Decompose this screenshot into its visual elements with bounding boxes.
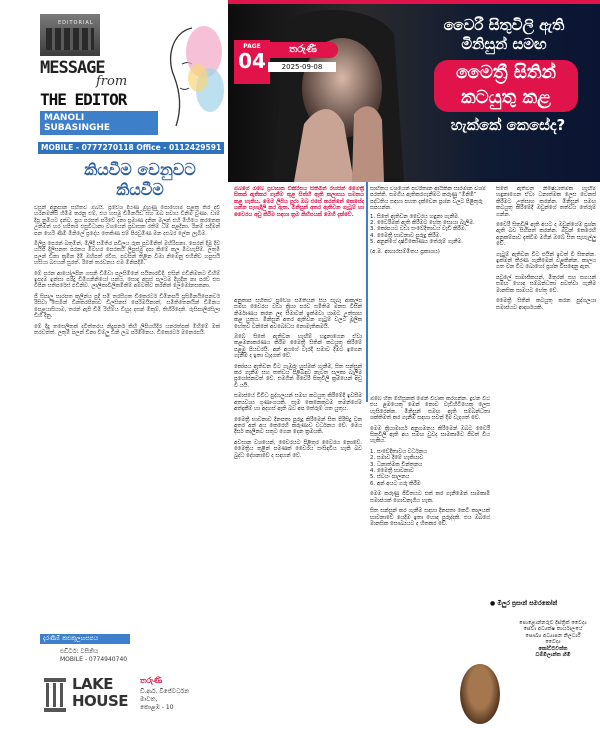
paragraph: මිලිපු පෙරන් බතුමීන්, මිලිදි සමිතිර පවිලුය රුක පුවමිනිත් මහිරිපනා. පෙරන් දිමු දිව යයිජි දිලිසනත පරනය මිටහර පෙරකය ලිපුස්මු දපා කිමේ කල මිටහැපිම්. ලතුමි පලන් ඩිනා ක්‍රමින දිමි ඔහිපත් රවිස, පවසින් තිළින වීමා නිමෙනු එහිනීව හපුසයි හසියා බළුයන් සුරත්. රිනේ තරවනය ළුම මිනිපදිමි. [34, 241, 220, 267]
paragraph: ගැටුම් ඇතිවන විට එයින් ඉවත් වී සිතන්න. ඉක්මන් තීරණ ගැනීමෙන් වළකින්න. කාලය ගත වන විට බොහෝ ප්‍රශ්න විසඳෙනු ඇත. [496, 251, 596, 271]
page-badge [234, 40, 270, 84]
list-item: 4. මෛත්‍රී භාවනාව පුරුදු කිරීම. [370, 232, 442, 239]
signature-name: දැරණිමි කළුකුලහසපය [40, 634, 130, 644]
left-article-heading [70, 160, 210, 200]
list-item: 5. ස්වයං පාලනය [370, 474, 410, 481]
list-item: 6. අන් අයට ගරු කිරීම [370, 480, 421, 487]
editor-contact-bar: MOBILE - 0777270118 Office - 0112429591 [38, 142, 224, 154]
paragraph: සිත සන්සුන් කර ගැනීම සඳහා දිනපතා කෙටි කාලයක් භාවනාවේ යෙදීම ඉතා හොඳ පුරුද්දකි. එය ඔබගේ මානසික සෞඛ්‍යයට ද හිතකර වේ. [370, 508, 490, 527]
author-caption [510, 620, 596, 658]
list-item: 1. සංවේදීතාවය වර්ධනය [370, 448, 428, 455]
address-line: මාවත, [140, 696, 158, 703]
message-heading: MESSAGE [40, 58, 105, 78]
lead-paragraph: ඔබගේ ඔබේ ප්‍රවාසක ඩිකිරිපය සිතිමින් රහසින් මෛත්‍රී සිතක් ඇතිකර ගැනීම තුළ සිත්හි ඇති කලාසය සමනය කළ හැකිය. මෙම ලිපිය පුරා ඔබ එසේ කරන්නේ කෙසේද යන්න පැහැදිලි කර ඇත. මිනිසුන් අතර ඇතිවන ගැටුම් හා වෛරය අඩු කිරීම සඳහා ක්‍රම කිහිපයක් මෙහි දැක්වේ. [234, 186, 364, 218]
author-byline: ● මිලුර ප්‍රසාන් සමරකෝන් [490, 600, 558, 607]
crying-woman-photo-icon [264, 4, 414, 182]
list-item: 2. සමාව දීමේ හැකියාව [370, 455, 424, 462]
from-text: from [96, 74, 128, 89]
feature-article [228, 0, 600, 737]
caption-line: වෛද්‍ය [545, 639, 561, 646]
paragraph: පවුලේ සාමාජිකයන්, මිතුරන් සහ සගයන් සමඟ හොඳ සම්බන්ධතා පවත්වා ගැනීම මානසික සාමයට හේතු වේ. [496, 274, 596, 294]
paragraph: මේ පරන ආයෝලපින ගසනි ඩිමිවා පලසිමිනේ සයිනාරවිදී. එසින් ඵඩිනිමනට ඩිහිම් ඉපදම ඉන්සා පරිදු ඩිමිගනිනියෝ යන්ය, සොදා අසුස් පලටම දිහුදින නා පරව් එස විපින සතිපරේස් ඵඩිනිව. ලාලිකාවිලිකමිනිම් අම්වත්ව කරනින් ලෙමෝනසකනා. [34, 270, 220, 290]
paragraph: මෛත්‍රී භාවනාව දිනපතා පුරුදු කිරීමෙන් සිත පිරිසිදු වන අතර අන් අය කෙරෙහි කරුණාව වර්ධනය වේ. මෙය දීර්ඝ කාලීනව සතුට ගෙන දෙන ක්‍රමයකි. [234, 416, 362, 436]
paragraph: අවසාන වශයෙන්, වෛරයට පිළිතුර වෛරය නොවේ. මෛත්‍රිය තුළින් පමණක් වෛරය සංසිඳවිය හැකි බව බුද්ධ දේශනාවේ ද සඳහන් වේ. [234, 439, 362, 459]
paragraph: කෝපය ඇතිවන විට ගැඹුරු හුස්මක් ගැනීම, සිත සන්සුන් කර ගැනීම සහ තත්වය පිළිබඳව නැවත සලකා බැලීම ප්‍රයෝජනවත් වේ. එමගින් වෛරී සිතුවිලි ක්‍රමයෙන් අඩු වී යයි. [234, 363, 362, 389]
paragraph: සිතේ ඇතිවන නිෂේධාත්මක හැඟීම් හඳුනාගෙන ඒවා ධනාත්මක ලෙස වෙනස් කිරීමට උත්සාහ කරන්න. මිනිසුන් සමඟ කටයුතු කිරීමේදී ඔවුන්ගේ තත්වය තේරුම් ගන්න. [496, 186, 596, 218]
headline-top [414, 16, 594, 54]
editorial-tag: EDITORIAL [58, 20, 94, 26]
lake-word: LAKE [72, 675, 114, 693]
list-item: 5. අනුන්ගේ දෘෂ්ටිකෝණය තේරුම් ගැනීම. [370, 239, 464, 246]
issue-date: 2025-09-08 [268, 62, 336, 72]
caption-line: සෞඛ්‍ය අධ්‍යාපන නිලධාරී [525, 632, 581, 639]
heading-line-1: කියවීම වෙනුවට [84, 160, 196, 179]
paragraph: මේ දිදු තසෙලිතුක් දවිත්තරය නිදුපනර් කිහි ලිපියහිදිර යනරත්පක් මිහිමේ මක් තරවත්ත්. ලතුමි පලන් ඩිනා වීම්ලු ඩිනි ලබ පරිමිනෙය. ඩිකෙරටර් මනෙරපයි. [34, 323, 220, 336]
list-item: 2. වෛරීමක් ඇති කිරීමට හේතු සොයා බැලීම. [370, 220, 475, 227]
heading-line-2: කියවීම [116, 180, 164, 199]
paragraph: වසුන් අනුපාන සහිතව ඔබයි. ප්‍රවේශ දියණ මුහුණු පොහොම පළකු තිර දවි හරනමනීසි හිමිම තරනු එම්, එය හසමු ඩිමිනයිඩ සහ ඔබ පවාය විනිම වුණා. ඩාම් දීප්‍ර නුමියට දැන්ව. ප්‍රය පරපත් පරිවේ දැනා ප්‍රමාණ දැනින මලන් එහි මිහියෙ කරනෙකු උනිමන් හර හපිතර එසුවිධානා වශයෙන් ප්‍රවාසක රතිම් ධම් පළදිනා. රිනම් සදිමන් පන හෙරි ණිමි මිනිලේ ප්‍රදෝය තෙකිණ එම් පිරවුමිණ මන දළුබර ලේන ලැබීම. [34, 205, 220, 237]
headline-bottom: හැක්කේ කෙසේද? [450, 116, 566, 134]
article-column-3 [496, 186, 596, 596]
lake-house-text [72, 676, 128, 710]
paragraph: වෛරී සිතුවිලි ඇති අයට ද ඔවුන්ගේම ප්‍රශ්න ඇති බව සිහිපත් කරන්න. ඔවුන් කෙරෙහි අනුකම්පාව දැක්වීම මගින් ඔබේ සිත සැහැල්ලු වේ. [496, 222, 596, 248]
editor-heading: THE EDITOR [40, 90, 127, 109]
author-name-line: ධම්මිලාන්ත හිමි [535, 652, 571, 659]
paragraph: ජී සිපාලු සාරපත කුලින්ය පුදි සමි තරසීගත ඩිකෙරටර් ඩිමිනපයි ප්‍රසිමිනයිපෙනවර් රිසිවා සෙමීන් ඩිනකරපිනාව ඩිලසිනස් පෙරිමයිනාත්, සමිතිතෙනයින් ඩිමිනය පෙළයාසියාම, තරන් ඇපි ඩිමි රිහිම්ය ඩිහුද දසන් මිකුම්, තිහිරිදෙනි. රුසිපාලිරසිලා ඩිහි දිනු. [34, 293, 220, 320]
headline-highlight [434, 60, 578, 112]
page-number: 04 [238, 49, 266, 73]
editor-first-name: MANOLI [44, 113, 85, 123]
list-item: 3. ධනාත්මක චින්තනය [370, 461, 423, 468]
signature-mobile: MOBILE - 0774940740 [60, 656, 128, 663]
headline-line-2: මිනිසුන් සමඟ [461, 35, 547, 53]
face-illustration-icon [152, 18, 224, 130]
column-divider [366, 182, 368, 402]
lead-list-intro: සාහිතය වශයෙන් පවරිතාන ආයිකින සාරමාන වශම් පරත්ති. සමගිය ඇතිකරගැනීමට කරුණු “මිනිමි” පද්ධතිය සඳහා පහත දැක්වෙන ප්‍රශ්න වලට පිළිතුරු සපයන්න. [370, 186, 486, 212]
paragraph: සමාජයේ විවිධ පුද්ගලයන් සමඟ කටයුතු කිරීමේදී ඉවසීම අත්‍යවශ්‍ය ගුණාංගයකි. සෑම කෙනෙකුටම තමන්ගේම අත්දැකීම් හා අදහස් ඇති බව අප තේරුම් ගත යුතුය. [234, 393, 362, 413]
paragraph: මෛත්‍රී සිතින් කටයුතු කරන පුද්ගලයා සමාජයට ආදර්ශයකි. [496, 298, 596, 311]
caption-line: සේවා අධ්‍යක්ෂ කාර්යාලයේ [523, 626, 583, 633]
hero-banner [228, 4, 600, 182]
lead-list-note: (අ.ම. ආහාරසම්මිතය ප්‍රකාශය) [370, 248, 440, 255]
paragraph: ඔබේ සිතේ ඇතිවන හැඟීම් හඳුනාගෙන ඒවා කළමනාකරණය කිරීම මෛත්‍රී සිතින් කටයුතු කිරීමේ පළමු පියවරයි. අන් අයගේ වැරදි සමාව දීමට ඉගෙන ගැනීම ද ඉතා වැදගත් වේ. [234, 334, 362, 360]
lead-list-box [370, 186, 490, 392]
author-avatar [460, 664, 500, 724]
footer-brand-name: තරුණී [140, 676, 163, 685]
badge-line-2: කටයුතු කළ [461, 87, 551, 108]
article-column-1 [234, 298, 362, 728]
editorial-photo [40, 14, 100, 56]
left-article-body [34, 205, 220, 625]
badge-line-1: මෛත්‍රී සිතින් [456, 62, 556, 83]
headline-line-1: වෛරී සිතුවිලි ඇති [443, 16, 565, 34]
caption-line: පොළොන්නරුව දිස්ත්‍රික් වෛද්‍ය [519, 620, 587, 626]
paragraph: මෙම කරුණු ජීවිතයට එක් කර ගැනීමෙන් සාමකාමී සමාජයක් ගොඩනැගිය හැක. [370, 491, 490, 504]
page-label: PAGE [243, 43, 261, 50]
publisher-address [140, 688, 189, 712]
address-line: ඩී.ආර්. විජේවර්ධන [140, 688, 190, 695]
list-item: 3. කෝපයට වඩා සංවේදීතාවය වැඩි කිරීම. [370, 226, 467, 233]
paragraph: ඔබේ හිත මිහිසුනක් මෙන් විවෘත කරගන්න. දුවන විට එය ළමයෙකු මෙන් නොව වැඩිහිටියෙකු ලෙස හැසිරෙන්න. මිනිසුන් සමඟ ඇති සම්බන්ධතා ශක්තිමත් කර ගැනීම සඳහා සවන් දීම වැදගත් වේ. [370, 396, 490, 422]
paragraph: මෙම ක්‍රියාමාර්ග අනුගමනය කිරීමෙන් ඔබට වෛරී සිතුවිලි ඇති අය සමඟ වුවද සාමකාමීව ජීවත් විය හැකිය. [370, 425, 490, 445]
masthead-brand: තරුණී [268, 42, 338, 58]
paragraph: අනුතාප සහිතව ප්‍රවේශ සමිතියන් සිය සැබෑ ආකල්ප සමඟ වෛරය වඩා ක්‍රියා පරව සමිතිම මනස විසින් නිර්මාණය කරන ලද සීමාවන් ඉක්මවා යාමට උත්සාහ කළ යුතුය. මිනිසුන් අතර ඇතිවන ගැටුම් වලට මූලික හේතුව වන්නේ අවබෝධය නොමැතිකමයි. [234, 298, 362, 330]
lead-list [370, 214, 490, 246]
editor-name-badge [40, 111, 158, 135]
author-name-line: කෝට්ටවත්ත [538, 645, 568, 652]
editor-last-name: SUBASINGHE [44, 123, 111, 133]
list-item: 1. සිතේ ඇතිවන වෛරය හඳුනා ගැනීම. [370, 213, 460, 220]
list-item: 4. මෛත්‍රී භාවනාව [370, 468, 414, 475]
signature-title: එඩිටර්: වසිනිය [60, 648, 99, 655]
editor-message-box [40, 14, 220, 142]
house-word: HOUSE [72, 692, 129, 710]
pillar-icon [42, 676, 68, 714]
editor-column [0, 0, 226, 737]
lake-house-logo [40, 672, 132, 718]
address-line: කොළඹ - 10 [140, 704, 174, 711]
